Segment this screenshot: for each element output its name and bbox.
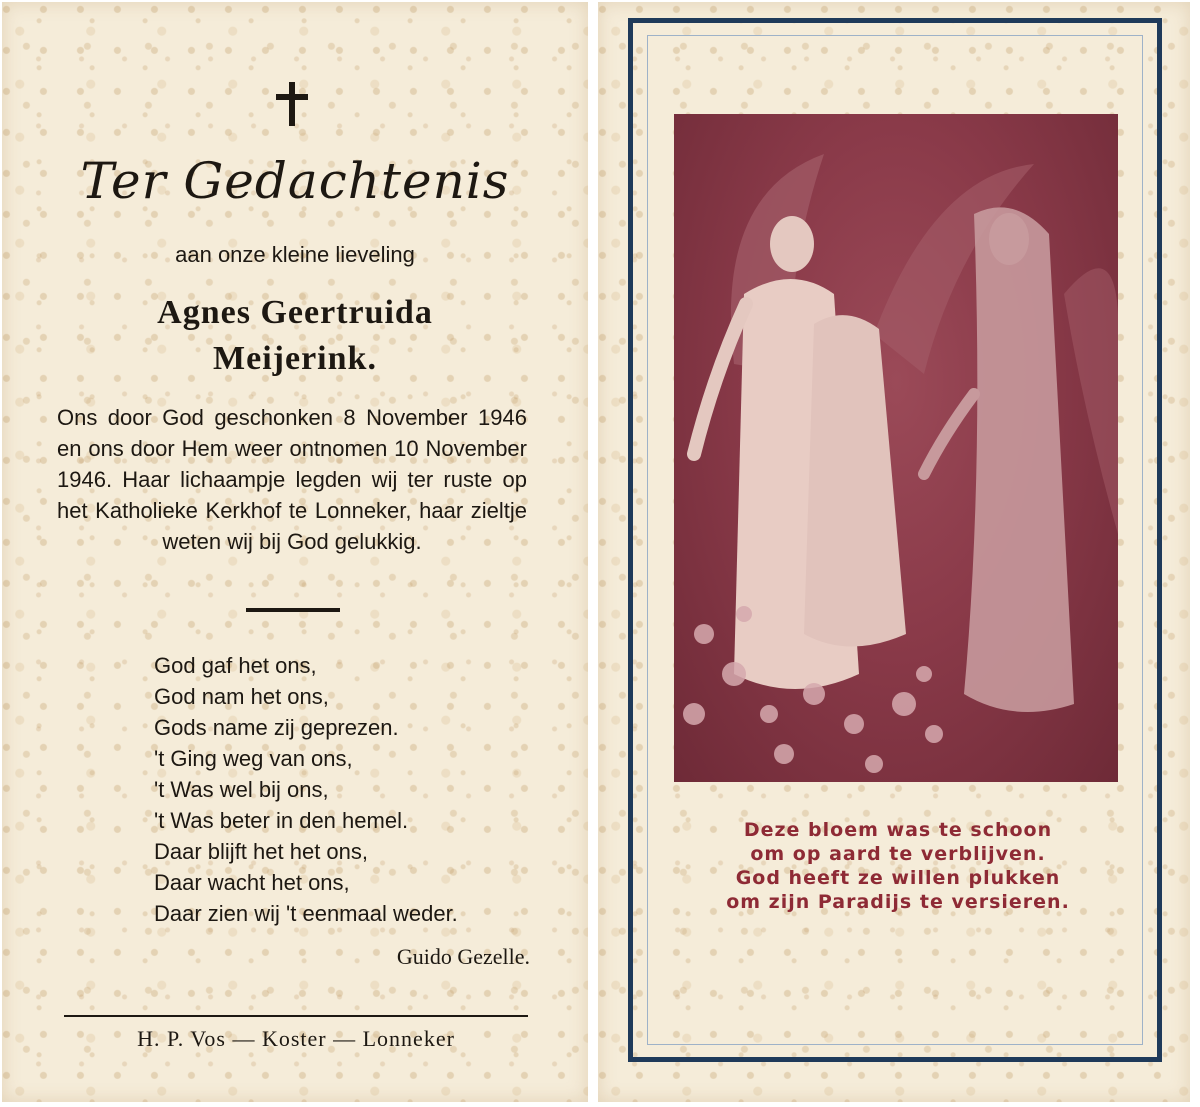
poem-line: Daar wacht het ons, <box>154 870 350 895</box>
caption-line: Deze bloem was te schoon <box>743 819 1053 841</box>
biography-paragraph: Ons door God geschonken 8 November 1946 en ons door Hem weer ontnomen 10 November 1946. Haar lichaampje legden wij ter ruste op het Katholieke Kerkhof te Lonneker, haar zieltje weten wij bij God gelukkig. <box>57 405 527 554</box>
card-title: Ter Gedachtenis <box>80 152 510 210</box>
poem-line: God nam het ons, <box>154 684 329 709</box>
angels-devotional-image <box>674 114 1118 782</box>
printer-credit: H. P. Vos — Koster — Lonneker <box>137 1026 455 1051</box>
footer-divider <box>64 1015 528 1017</box>
poem-line: Daar zien wij 't eenmaal weder. <box>154 901 458 926</box>
card-subtitle: aan onze kleine lieveling <box>175 242 415 267</box>
deceased-name-first: Agnes Geertruida <box>157 294 433 331</box>
poem-line: 't Was wel bij ons, <box>154 777 329 802</box>
memorial-card-image-side <box>598 2 1190 1102</box>
angels-illustration <box>674 114 1118 782</box>
deceased-name-last: Meijerink. <box>213 340 377 377</box>
poem-line: God gaf het ons, <box>154 653 317 678</box>
poem-line: 't Ging weg van ons, <box>154 746 353 771</box>
caption-line: om op aard te verblijven. <box>750 843 1046 865</box>
poem-line: Daar blijft het het ons, <box>154 839 369 864</box>
poem-line: Gods name zij geprezen. <box>154 715 399 740</box>
caption-line: God heeft ze willen plukken <box>735 867 1061 889</box>
caption-line: om zijn Paradijs te versieren. <box>726 891 1070 913</box>
poem-line: 't Was beter in den hemel. <box>154 808 409 833</box>
poem <box>154 650 544 929</box>
cross-icon <box>272 82 312 126</box>
memorial-card-text-side <box>2 2 588 1102</box>
divider <box>246 608 340 612</box>
poem-author: Guido Gezelle. <box>396 944 530 969</box>
card-caption <box>698 818 1098 914</box>
